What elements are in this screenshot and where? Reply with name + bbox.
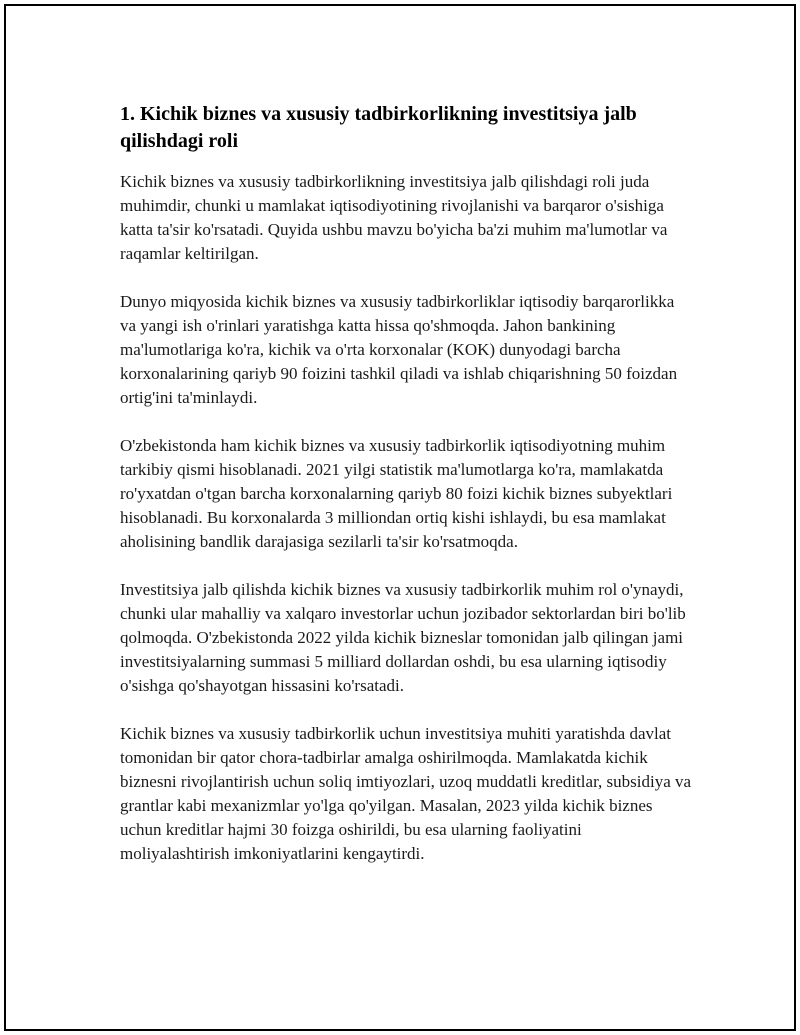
paragraph-state-measures: Kichik biznes va xususiy tadbirkorlik uchun investitsiya muhiti yaratishda davlat tomonidan bir qator chora-tadbirlar amalga oshirilmoqda. Mamlakatda kichik biznesni rivojlantirish uchun soliq imtiyozlari, uzoq muddatli kreditlar, subsidiya va grantlar kabi mexanizmlar yo'lga qo'yilgan. Masalan, 2023 yilda kichik biznes uchun kreditlar hajmi 30 foizga oshirildi, bu esa ularning faoliyatini moliyalashtirish imkoniyatlarini kengaytirdi. bbox=[120, 724, 692, 863]
document-body bbox=[120, 101, 692, 890]
paragraph-intro: Kichik biznes va xususiy tadbirkorlikning investitsiya jalb qilishdagi roli juda muhimdir, chunki u mamlakat iqtisodiyotining rivojlanishi va barqaror o'sishiga katta ta'sir ko'rsatadi. Quyida ushbu mavzu bo'yicha ba'zi muhim ma'lumotlar va raqamlar keltirilgan. bbox=[120, 172, 668, 263]
section-heading: 1. Kichik biznes va xususiy tadbirkorlikning investitsiya jalb qilishdagi roli bbox=[120, 103, 637, 152]
page-frame bbox=[4, 4, 796, 1031]
paragraph-uzbekistan-stats: O'zbekistonda ham kichik biznes va xususiy tadbirkorlik iqtisodiyotning muhim tarkibiy qismi hisoblanadi. 2021 yilgi statistik ma'lumotlarga ko'ra, mamlakatda ro'yxatdan o'tgan barcha korxonalarning qariyb 80 foizi kichik biznes subyektlari hisoblanadi. Bu korxonalarda 3 milliondan ortiq kishi ishlaydi, bu esa mamlakat aholisining bandlik darajasiga sezilarli ta'sir ko'rsatmoqda. bbox=[120, 436, 673, 551]
paragraph-world-stats: Dunyo miqyosida kichik biznes va xususiy tadbirkorliklar iqtisodiy barqarorlikka va yangi ish o'rinlari yaratishga katta hissa qo'shmoqda. Jahon bankining ma'lumotlariga ko'ra, kichik va o'rta korxonalar (KOK) dunyodagi barcha korxonalarining qariyb 90 foizini tashkil qiladi va ishlab chiqarishning 50 foizdan ortig'ini ta'minlaydi. bbox=[120, 292, 678, 407]
paragraph-investment-role: Investitsiya jalb qilishda kichik biznes va xususiy tadbirkorlik muhim rol o'ynaydi, chunki ular mahalliy va xalqaro investorlar uchun jozibador sektorlardan biri bo'lib qolmoqda. O'zbekistonda 2022 yilda kichik bizneslar tomonidan jalb qilingan jami investitsiyalarning summasi 5 milliard dollardan oshdi, bu esa ularning iqtisodiy o'sishga qo'shayotgan hissasini ko'rsatadi. bbox=[120, 580, 686, 695]
